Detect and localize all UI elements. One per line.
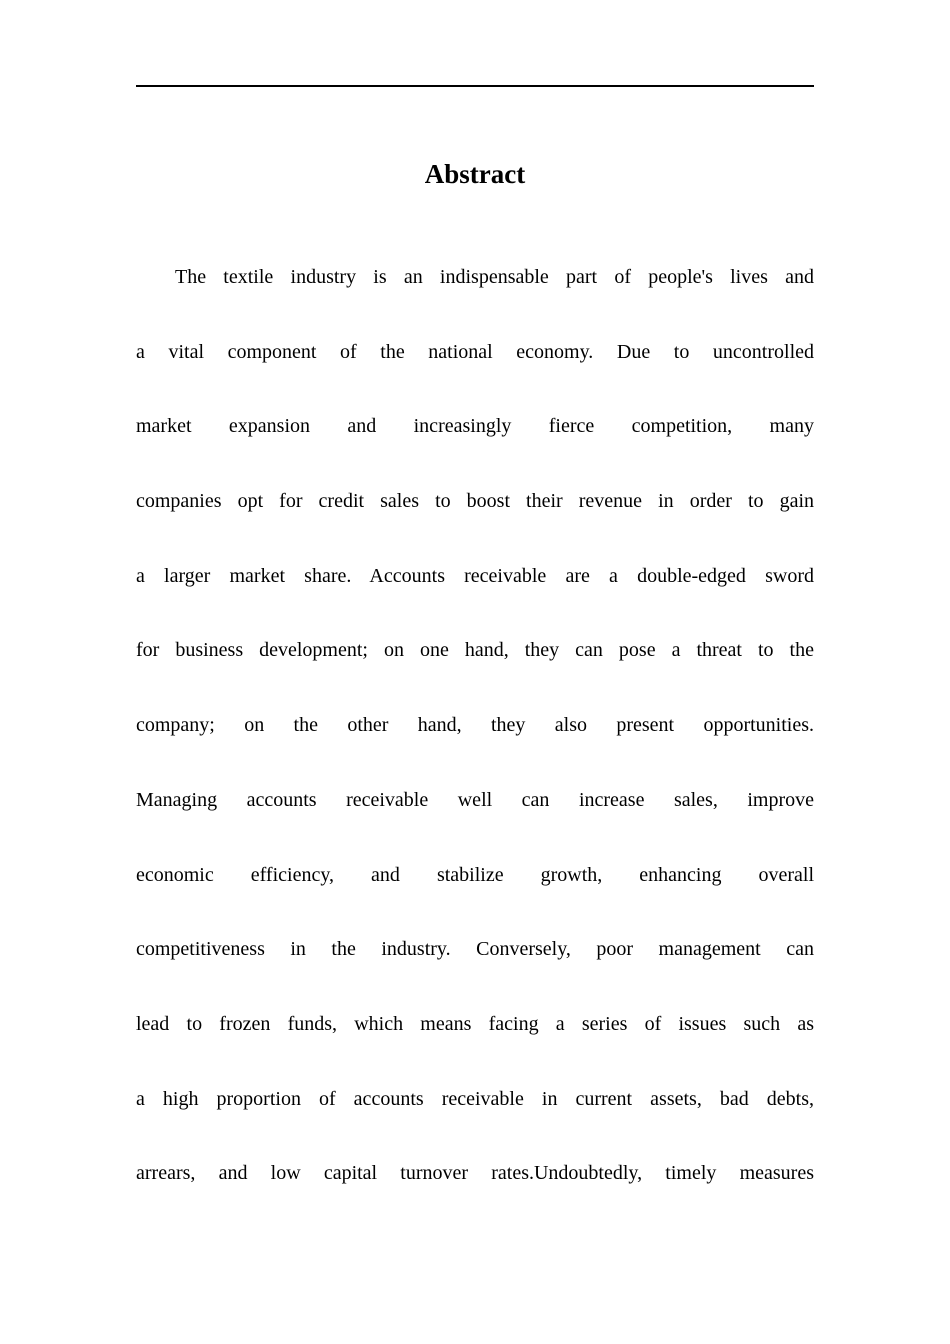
body-line: The textile industry is an indispensable part of people's lives and bbox=[175, 266, 814, 288]
body-line: a vital component of the national economy. Due to uncontrolled bbox=[136, 340, 814, 363]
body-line: economic efficiency, and stabilize growth, enhancing overall bbox=[136, 863, 814, 886]
header-rule bbox=[136, 85, 814, 87]
body-line: competitiveness in the industry. Conversely, poor management can bbox=[136, 938, 814, 961]
body-line: lead to frozen funds, which means facing a series of issues such as bbox=[136, 1012, 814, 1035]
body-line: Managing accounts receivable well can increase sales, improve bbox=[136, 788, 814, 811]
body-line: arrears, and low capital turnover rates.Undoubtedly, timely measures bbox=[136, 1162, 814, 1185]
body-line: a high proportion of accounts receivable in current assets, bad debts, bbox=[136, 1087, 814, 1110]
body-line: companies opt for credit sales to boost their revenue in order to gain bbox=[136, 490, 814, 513]
abstract-title: Abstract bbox=[424, 159, 526, 189]
body-line: a larger market share. Accounts receivable are a double-edged sword bbox=[136, 564, 814, 587]
body-line: for business development; on one hand, they can pose a threat to the bbox=[136, 639, 814, 662]
body-line: market expansion and increasingly fierce competition, many bbox=[136, 415, 814, 438]
abstract-body bbox=[136, 258, 814, 1229]
body-line: company; on the other hand, they also present opportunities. bbox=[136, 714, 814, 737]
